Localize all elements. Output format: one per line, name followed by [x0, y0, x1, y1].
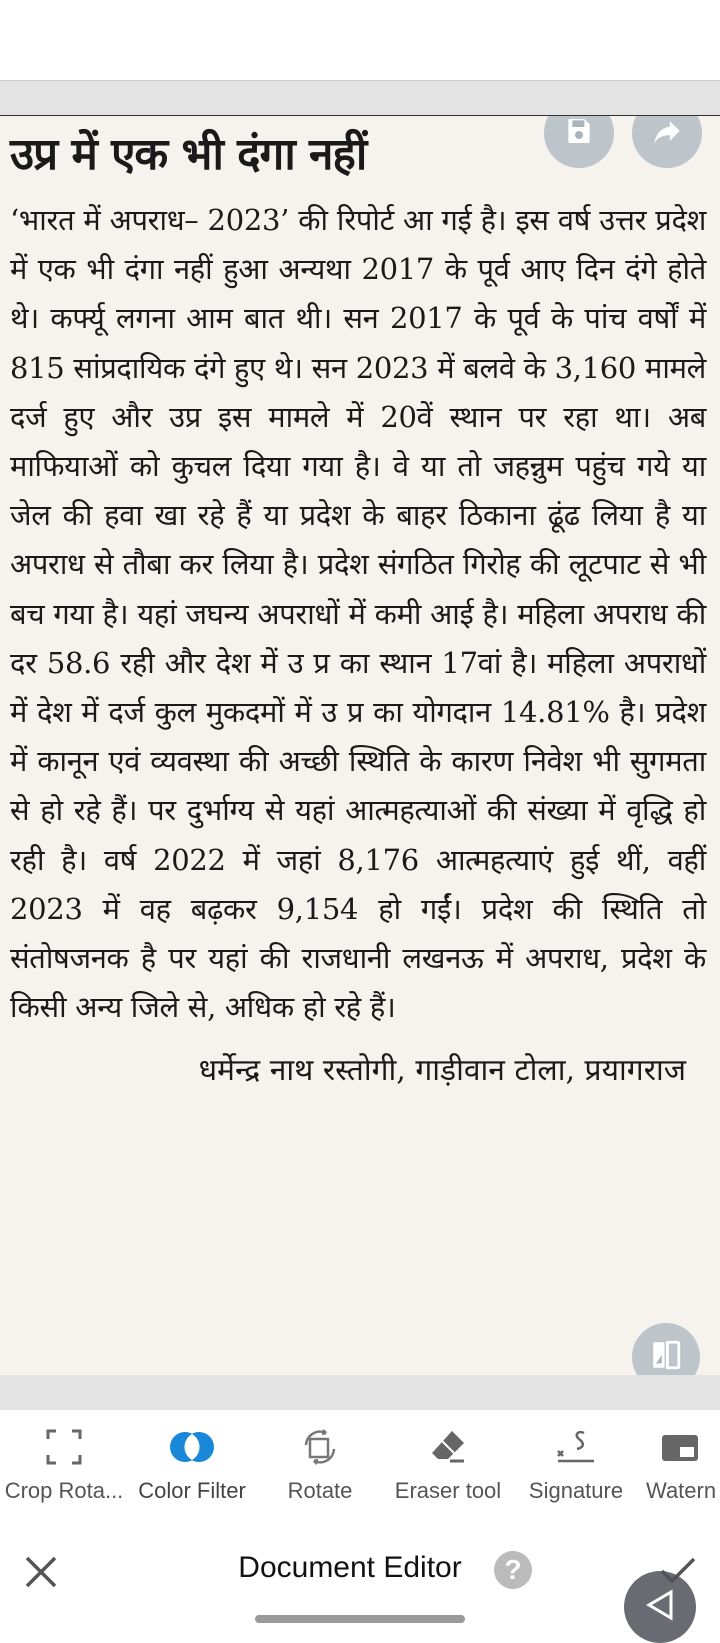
signature-icon	[554, 1424, 598, 1470]
page-title: Document Editor	[238, 1551, 462, 1584]
tool-crop-rotate[interactable]	[0, 1410, 128, 1515]
close-button[interactable]	[22, 1553, 60, 1595]
tool-color-filter[interactable]	[128, 1410, 256, 1515]
tool-label: Rotate	[287, 1478, 353, 1503]
save-icon	[563, 115, 595, 151]
tool-label: Color Filter	[138, 1478, 246, 1503]
compare-icon	[649, 1338, 683, 1376]
article-author: धर्मेन्द्र नाथ रस्तोगी, गाड़ीवान टोला, प्रयागराज	[198, 1053, 686, 1089]
tool-eraser[interactable]	[384, 1410, 512, 1515]
tool-watermark[interactable]	[640, 1410, 720, 1515]
canvas-margin-bottom	[0, 1375, 720, 1410]
article-body: ‘भारत में अपराध– 2023’ की रिपोर्ट आ गई है। इस वर्ष उत्तर प्रदेश में एक भी दंगा नहीं हुआ अन्यथा 2017 के पूर्व आए दिन दंगे होते थे। कर्फ्यू लगना आम बात थी। सन 2017 के पूर्व के पांच वर्षों में 815 सांप्रदायिक दंगे हुए थे। सन 2023 में बलवे के 3,160 मामले दर्ज हुए और उप्र इस मामले में 20वें स्थान पर रहा था। अब माफियाओं को कुचल दिया गया है। वे या तो जहन्नुम पहुंच गये या जेल की हवा खा रहे हैं या प्रदेश के बाहर ठिकाना ढूंढ लिया है या अपराध से तौबा कर लिया है। प्रदेश संगठित गिरोह की लूटपाट से भी बच गया है। यहां जघन्य अपराधों में कमी आई है। महिला अपराध की दर 58.6 रही और देश में उ प्र का स्थान 17वां है। महिला अपराधों में देश में दर्ज कुल मुकदमों में उ प्र का योगदान 14.81% है। प्रदेश में कानून एवं व्यवस्था की अच्छी स्थिति के कारण निवेश भी सुगमता से हो रहे हैं। पर दुर्भाग्य से यहां आत्महत्याओं की संख्या में वृद्धि हो रही है। वर्ष 2022 में जहां 8,176 आत्महत्याएं हुई थीं, वहीं 2023 में वह बढ़कर 9,154 हो गईं। प्रदेश की स्थिति तो संतोषजनक है पर यहां की राजधानी लखनऊ में अपराध, प्रदेश के किसी अन्य जिले से, अधिक हो रहे हैं।	[10, 203, 706, 1025]
watermark-icon	[640, 1424, 720, 1470]
tool-strip[interactable]	[0, 1410, 720, 1516]
tool-label: Eraser tool	[394, 1478, 502, 1503]
color-filter-icon	[167, 1424, 217, 1470]
back-nav-button[interactable]	[624, 1571, 696, 1643]
tool-signature[interactable]	[512, 1410, 640, 1515]
home-indicator[interactable]	[255, 1615, 465, 1623]
tool-rotate[interactable]	[256, 1410, 384, 1515]
bottom-action-bar	[0, 1515, 720, 1625]
article-headline: उप्र में एक भी दंगा नहीं	[10, 129, 367, 180]
close-icon	[22, 1576, 60, 1595]
canvas-margin-top	[0, 80, 720, 116]
share-arrow-icon	[650, 115, 684, 152]
back-triangle-icon	[643, 1588, 677, 1626]
document-image[interactable]	[0, 115, 720, 1376]
help-icon: ?	[504, 1554, 522, 1585]
rotate-icon	[300, 1424, 340, 1470]
tool-label: Signature	[528, 1478, 624, 1503]
tool-label: Watern	[646, 1478, 717, 1503]
help-button[interactable]	[494, 1551, 532, 1589]
tool-label: Crop Rota...	[4, 1478, 124, 1503]
status-area	[0, 0, 720, 80]
eraser-icon	[428, 1424, 468, 1470]
newspaper-clipping	[0, 116, 720, 1376]
crop-icon	[44, 1424, 84, 1470]
